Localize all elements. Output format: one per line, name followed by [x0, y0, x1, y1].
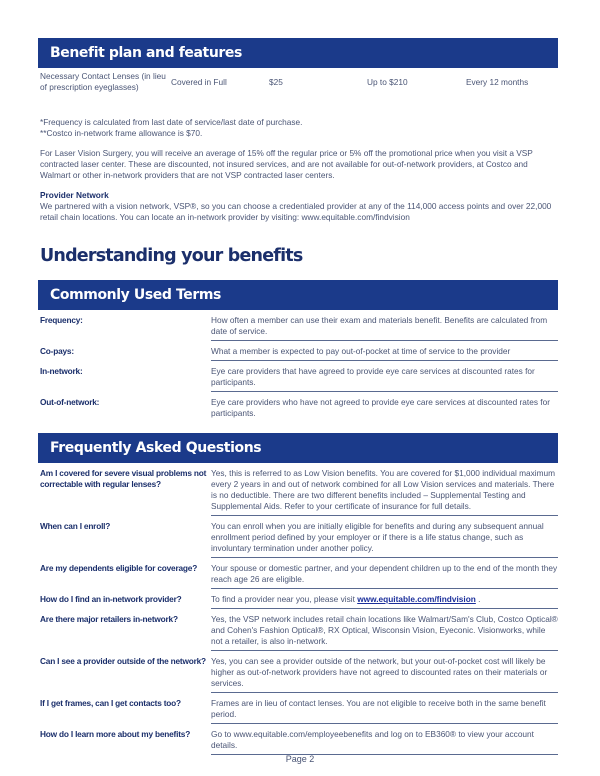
terms-table: [40, 313, 558, 425]
benefit-table-row: [40, 71, 560, 97]
term-label: Frequency:: [40, 315, 83, 325]
terms-title: Commonly Used Terms: [50, 287, 221, 303]
faq-answer: Go to www.equitable.com/employeebenefits and log on to EB360® to view your account details.: [211, 727, 558, 755]
term-label: In-network:: [40, 366, 83, 376]
faq-answer: You can enroll when you are initially eligible for benefits and during any subsequent annual enrollment period defined by your employer or if there is a life status change, such as involuntary termination under another policy.: [211, 519, 558, 558]
faq-answer-suffix: .: [475, 594, 481, 604]
term-definition: Eye care providers that have agreed to provide eye care services at discounted rates for participants.: [211, 364, 558, 392]
faq-title: Frequently Asked Questions: [50, 440, 262, 456]
faq-question: Are there major retailers in-network?: [40, 614, 178, 624]
terms-row: [40, 395, 558, 425]
terms-row: [40, 313, 558, 344]
faq-row: [40, 696, 558, 727]
term-label: Out-of-network:: [40, 397, 100, 407]
benefit-frequency: Every 12 months: [466, 77, 529, 87]
footnote-costco: **Costco in-network frame allowance is $70.: [40, 128, 203, 138]
faq-question: Are my dependents eligible for coverage?: [40, 563, 198, 573]
benefit-in-network: Covered in Full: [171, 77, 227, 87]
faq-answer: Your spouse or domestic partner, and your dependent children up to the end of the month they reach age 26 are eligible.: [211, 561, 558, 589]
footnotes: [40, 117, 560, 139]
term-definition: Eye care providers who have not agreed to provide eye care services at discounted rates for participants.: [211, 397, 550, 418]
faq-answer: [211, 592, 558, 609]
find-vision-link[interactable]: www.equitable.com/findvision: [357, 594, 476, 604]
faq-answer: Yes, the VSP network includes retail chain locations like Walmart/Sam's Club, Costco Optical® and Cohen's Fashion Optical®, RX Optical, Wisconsin Vision, Eyeconic. Visionworks, while not a retailer, is also in-network.: [211, 612, 558, 651]
faq-question: When can I enroll?: [40, 521, 111, 531]
provider-network-title: Provider Network: [40, 190, 109, 200]
page-number: Page 2: [285, 754, 315, 764]
provider-network-text: We partnered with a vision network, VSP®, so you can choose a credentialed provider at any of the 114,000 access points and over 22,000 retail chain locations. You can locate an in-network provider by visiting: www.equitable.com/findvision: [40, 201, 552, 222]
faq-answer: Frames are in lieu of contact lenses. You are not eligible to receive both in the same benefit period.: [211, 696, 558, 724]
faq-answer-text: To find a provider near you, please visit: [211, 594, 358, 604]
benefit-plan-title: Benefit plan and features: [50, 45, 242, 61]
faq-answer: Yes, this is referred to as Low Vision benefits. You are covered for $1,000 individual maximum every 2 years in and out of network combined for all Low Vision services and materials. There is no deductible. There are two different benefits included – Supplemental Testing and Supplemental Aids. Refer to your certificate of insurance for full details.: [211, 466, 558, 516]
faq-question: Am I covered for severe visual problems not correctable with regular lenses?: [40, 468, 207, 489]
faq-row: [40, 612, 558, 654]
faq-row: [40, 654, 558, 696]
faq-header: [38, 433, 558, 463]
footnote-frequency: *Frequency is calculated from last date of service/last date of purchase.: [40, 117, 303, 127]
benefit-out-of-network: Up to $210: [367, 77, 408, 87]
term-definition: How often a member can use their exam and materials benefit. Benefits are calculated from date of service.: [211, 313, 558, 341]
faq-question: If I get frames, can I get contacts too?: [40, 698, 181, 708]
faq-row: [40, 519, 558, 561]
faq-question: How do I learn more about my benefits?: [40, 729, 191, 739]
term-label: Co-pays:: [40, 346, 74, 356]
laser-surgery-text: For Laser Vision Surgery, you will receive an average of 15% off the regular price or 5% off the promotional price when you visit a VSP contracted laser center. These are discounted, not insured services, and are not available for out-of-network providers, at Costco and Walmart or other in-network providers that are not VSP contracted laser centers.: [40, 148, 533, 180]
benefit-copay: $25: [269, 77, 283, 87]
terms-row: [40, 344, 558, 364]
faq-question: Can I see a provider outside of the network?: [40, 656, 206, 666]
term-definition: What a member is expected to pay out-of-pocket at time of service to the provider: [211, 344, 558, 361]
faq-row: [40, 466, 558, 519]
faq-row: [40, 592, 558, 612]
benefit-item: Necessary Contact Lenses (in lieu of prescription eyeglasses): [40, 71, 166, 92]
understanding-benefits-heading: Understanding your benefits: [40, 246, 303, 266]
benefit-plan-header: [38, 38, 558, 68]
faq-question: How do I find an in-network provider?: [40, 594, 182, 604]
faq-row: [40, 561, 558, 592]
terms-row: [40, 364, 558, 395]
faq-answer: Yes, you can see a provider outside of the network, but your out-of-pocket cost will likely be higher as out-of-network providers have not agreed to discounted rates on their materials or services.: [211, 654, 558, 693]
terms-header: [38, 280, 558, 310]
faq-table: [40, 466, 558, 758]
